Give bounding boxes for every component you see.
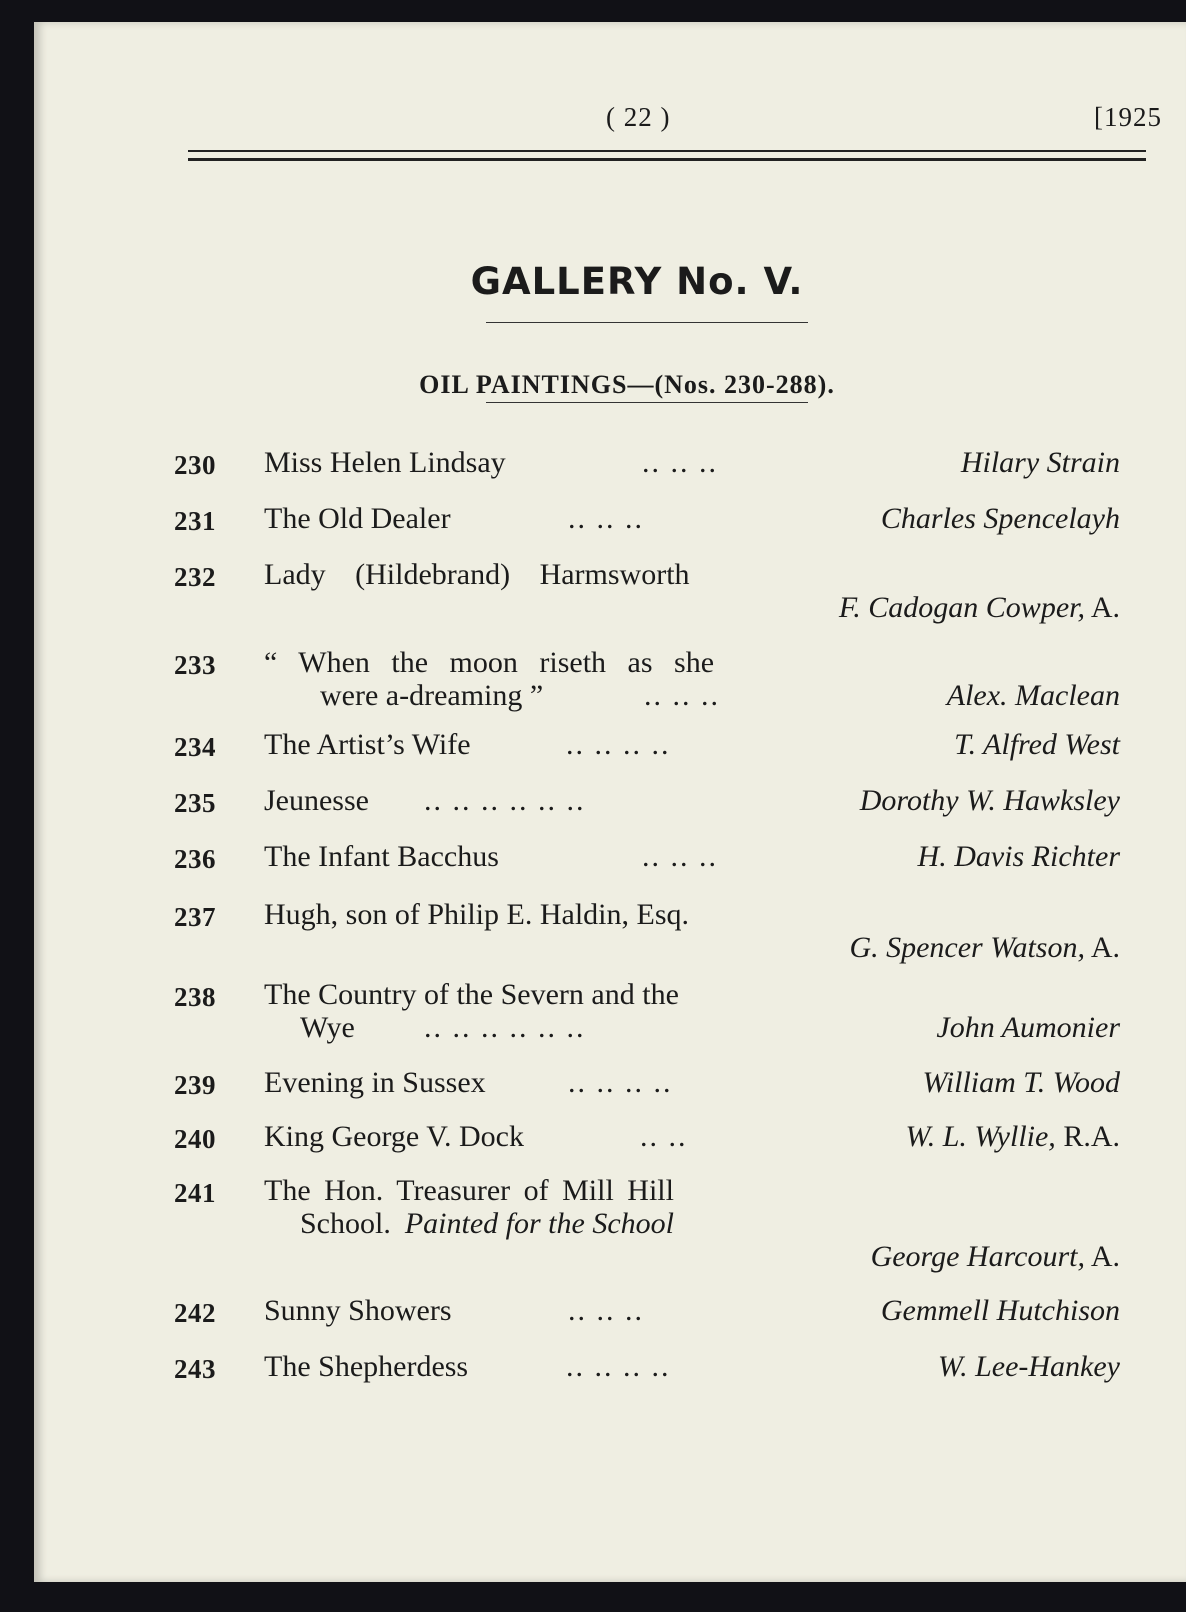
- leader-dots: .. .. .. .. .. ..: [424, 1011, 586, 1044]
- artist-name: T. Alfred West: [954, 728, 1120, 761]
- artist-suffix: R.A.: [1055, 1120, 1120, 1153]
- entry-artist: [881, 502, 1120, 535]
- entry-title: Evening in Sussex: [264, 1066, 486, 1099]
- entry-title: The Artist’s Wife: [264, 728, 471, 761]
- entry-artist: [839, 591, 1120, 624]
- leader-dots: .. .. .. ..: [566, 1350, 671, 1383]
- entry-number: 238: [174, 982, 216, 1012]
- entry-number: 232: [174, 562, 216, 592]
- artist-name: W. L. Wyllie,: [905, 1120, 1056, 1153]
- entry-artist: [938, 1350, 1120, 1383]
- entry-title: The Country of the Severn and the: [264, 978, 679, 1011]
- entry-number: 236: [174, 844, 216, 874]
- entry-title: Jeunesse: [264, 784, 369, 817]
- leader-dots: .. .. ..: [642, 446, 718, 479]
- leader-dots: .. .. ..: [568, 1294, 644, 1327]
- entry-artist: [881, 1294, 1120, 1327]
- artist-suffix: A.: [1084, 591, 1120, 624]
- artist-name: H. Davis Richter: [917, 840, 1120, 873]
- artist-name: Hilary Strain: [960, 446, 1120, 479]
- leader-dots: .. .. .. .. .. ..: [424, 784, 586, 817]
- entry-title: “ When the moon riseth as she: [264, 646, 715, 679]
- title-rule-top: [486, 322, 808, 323]
- entry-number: 239: [174, 1070, 216, 1100]
- artist-name: Gemmell Hutchison: [880, 1294, 1120, 1327]
- leader-dots: .. .. .. ..: [566, 728, 671, 761]
- entry-number: 241: [174, 1178, 216, 1208]
- leader-dots: .. .. ..: [568, 502, 644, 535]
- artist-name: Dorothy W. Hawksley: [859, 784, 1120, 817]
- artist-name: Charles Spencelayh: [880, 502, 1120, 535]
- entry-artist: [860, 784, 1120, 817]
- entry-number: 231: [174, 506, 216, 536]
- catalogue-page: [34, 22, 1186, 1582]
- entry-title: King George V. Dock: [264, 1120, 524, 1153]
- entry-title: The Hon. Treasurer of Mill Hill: [264, 1174, 674, 1207]
- entry-artist: [849, 931, 1120, 964]
- entry-artist: [871, 1240, 1120, 1273]
- page-number: ( 22 ): [606, 102, 671, 132]
- leader-dots: .. .. ..: [644, 679, 720, 712]
- artist-name: George Harcourt,: [870, 1240, 1085, 1273]
- section-title: OIL PAINTINGS—(Nos. 230-288).: [419, 370, 835, 399]
- entry-title-continued: Wye: [300, 1011, 355, 1044]
- entry-title: Miss Helen Lindsay: [264, 446, 506, 479]
- artist-suffix: A.: [1084, 1240, 1120, 1273]
- gallery-title: GALLERY No. V.: [470, 260, 804, 303]
- title-rule-bottom: [486, 402, 808, 403]
- entry-title: Hugh, son of Philip E. Haldin, Esq.: [264, 898, 689, 931]
- entry-number: 230: [174, 450, 216, 480]
- entry-title: The Infant Bacchus: [264, 840, 499, 873]
- artist-name: William T. Wood: [922, 1066, 1120, 1099]
- header-double-rule: [188, 150, 1146, 161]
- entry-number: 243: [174, 1354, 216, 1384]
- artist-name: John Aumonier: [936, 1011, 1120, 1044]
- entry-number: 237: [174, 902, 216, 932]
- entry-artist: [918, 840, 1120, 873]
- entry-title-line2: School.: [300, 1207, 391, 1240]
- artist-name: Alex. Maclean: [946, 679, 1120, 712]
- entry-artist: [936, 1011, 1120, 1044]
- entry-artist: [947, 679, 1120, 712]
- artist-suffix: A.: [1084, 931, 1120, 964]
- entry-number: 240: [174, 1124, 216, 1154]
- artist-name: G. Spencer Watson,: [849, 931, 1085, 964]
- entry-artist: [922, 1066, 1120, 1099]
- entry-title: Sunny Showers: [264, 1294, 452, 1327]
- entry-artist: [954, 728, 1120, 761]
- entry-number: 235: [174, 788, 216, 818]
- entry-number: 234: [174, 732, 216, 762]
- artist-name: F. Cadogan Cowper,: [838, 591, 1085, 624]
- page-year: [1925: [1094, 102, 1162, 132]
- leader-dots: .. ..: [640, 1120, 688, 1153]
- leader-dots: .. .. ..: [642, 840, 718, 873]
- leader-dots: .. .. .. ..: [568, 1066, 673, 1099]
- entry-artist: [906, 1120, 1120, 1153]
- entry-number: 233: [174, 650, 216, 680]
- entry-title: Lady (Hildebrand) Harmsworth: [264, 558, 690, 591]
- entry-title: The Old Dealer: [264, 502, 451, 535]
- entry-title-continued: were a-dreaming ”: [320, 679, 544, 712]
- entry-artist: [961, 446, 1120, 479]
- entry-title: The Shepherdess: [264, 1350, 469, 1383]
- entry-title-continued: [300, 1207, 674, 1240]
- artist-name: W. Lee-Hankey: [937, 1350, 1120, 1383]
- entry-number: 242: [174, 1298, 216, 1328]
- entry-note: Painted for the School: [404, 1207, 674, 1240]
